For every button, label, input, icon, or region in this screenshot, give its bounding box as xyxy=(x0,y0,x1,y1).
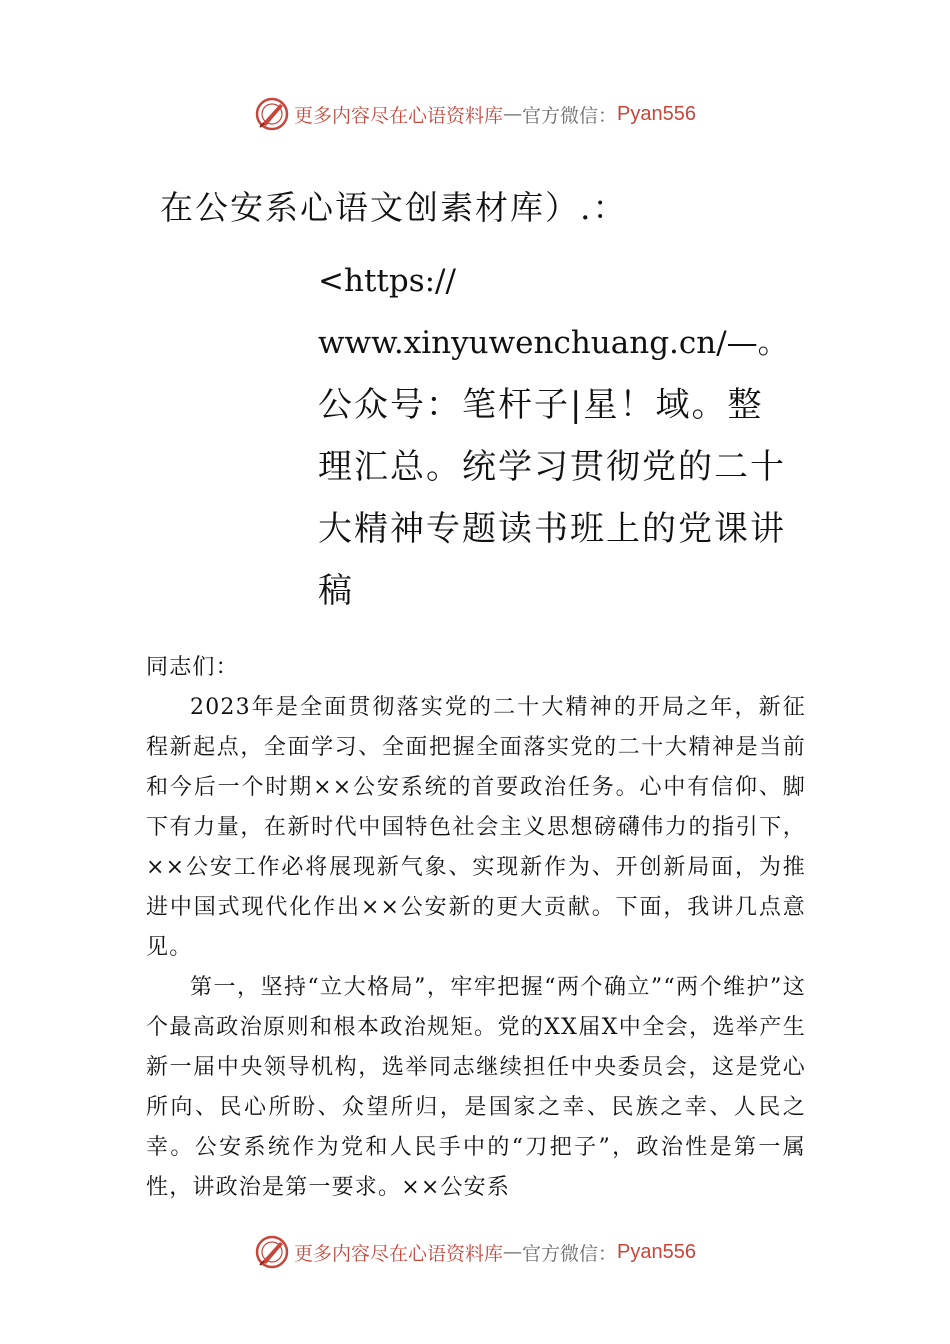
body-paragraph: 第一，坚持“立大格局”，牢牢把握“两个确立”“两个维护”这个最高政治原则和根本政治规矩。党的XX届X中全会，选举产生新一届中央领导机构，选举同志继续担任中央委员会，这是党心所向、民心所盼、众望所归，是国家之幸、民族之幸、人民之幸。公安系统作为党和人民手中的“刀把子”，政治性是第一属性，讲政治是第一要求。××公安系 xyxy=(146,975,806,1200)
watermark-banner-top xyxy=(0,94,950,134)
salutation: 同志们： xyxy=(146,655,239,680)
quill-logo-icon xyxy=(254,96,290,132)
banner-main-text: 更多内容尽在心语资料库 xyxy=(294,104,504,127)
banner-sub-text: 官方微信： xyxy=(522,104,618,127)
title-line-1: 在公安系心语文创素材库）.： xyxy=(160,188,628,227)
banner-main-text: 更多内容尽在心语资料库 xyxy=(294,1242,504,1265)
document-body xyxy=(146,648,806,1208)
body-paragraph: 2023年是全面贯彻落实党的二十大精神的开局之年，新征程新起点，全面学习、全面把握全面落实党的二十大精神是当前和今后一个时期××公安系统的首要政治任务。心中有信仰、脚下有力量，在新时代中国特色社会主义思想磅礴伟力的指引下，××公安工作必将展现新气象、实现新作为、开创新局面，为推进中国式现代化作出××公安新的更大贡献。下面，我讲几点意见。 xyxy=(146,695,806,960)
watermark-banner-bottom xyxy=(0,1232,950,1272)
document-heading: 公众号：笔杆子|星！域。整理汇总。统学习贯彻党的二十大精神专题读书班上的党课讲稿 xyxy=(318,385,786,611)
title-url-part-1: <https:// xyxy=(318,263,456,299)
banner-sub-text: 官方微信： xyxy=(522,1242,618,1265)
title-url-part-2: www.xinyuwenchuang.cn/—。 xyxy=(318,325,789,361)
quill-logo-icon xyxy=(254,1234,290,1270)
banner-wechat-id: Pyan556 xyxy=(617,102,696,125)
banner-dash: — xyxy=(503,1241,523,1263)
banner-wechat-id: Pyan556 xyxy=(617,1240,696,1263)
banner-dash: — xyxy=(503,103,523,125)
title-block xyxy=(318,250,788,622)
